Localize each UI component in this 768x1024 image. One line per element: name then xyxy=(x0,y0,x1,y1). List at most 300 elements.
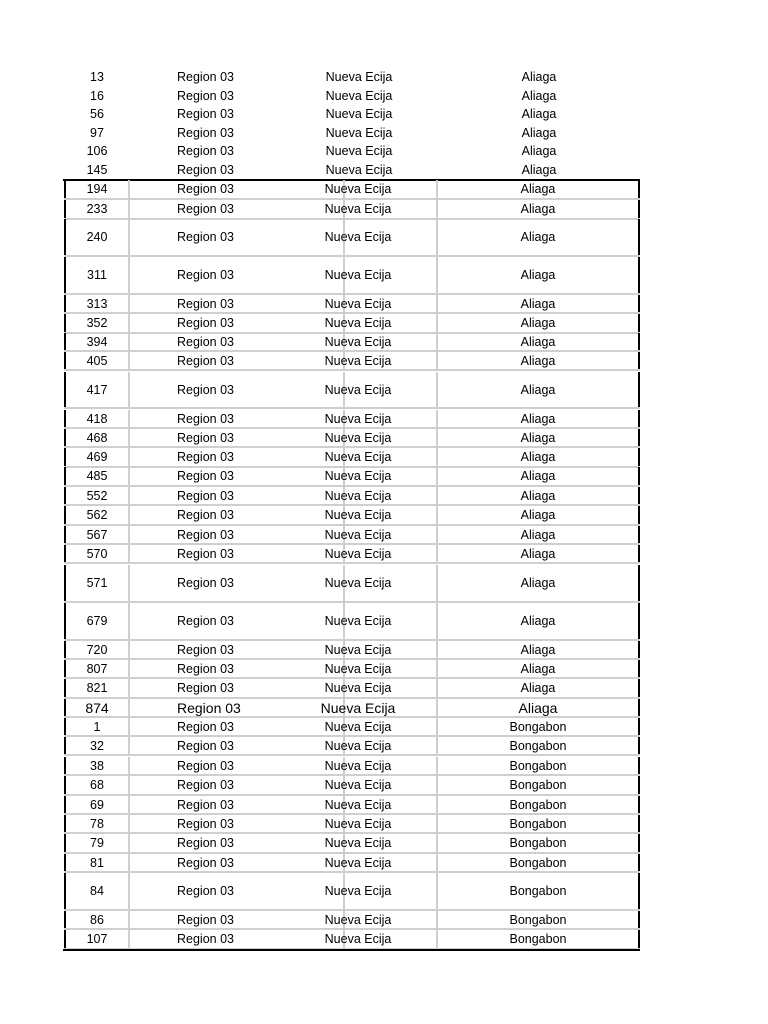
id-cell xyxy=(64,565,130,601)
id-cell xyxy=(64,660,130,677)
municipality-cell-text: Aliaga xyxy=(520,182,556,196)
region-cell-text: Region 03 xyxy=(177,797,234,812)
municipality-cell xyxy=(438,873,640,909)
id-cell-text: 97 xyxy=(90,125,104,140)
id-cell-text: 468 xyxy=(86,430,108,445)
province-cell-text: Nueva Ecija xyxy=(324,382,392,397)
province-cell xyxy=(280,930,438,948)
table-row xyxy=(64,776,640,796)
region-cell-text: Region 03 xyxy=(177,661,234,676)
province-cell-text: Nueva Ecija xyxy=(324,430,392,445)
municipality-cell-text: Bongabon xyxy=(509,855,567,870)
table-row xyxy=(64,930,640,950)
municipality-cell xyxy=(438,930,640,948)
province-cell xyxy=(280,67,438,86)
region-cell-text: Region 03 xyxy=(177,382,234,397)
municipality-cell-text: Bongabon xyxy=(509,738,567,753)
municipality-cell xyxy=(438,200,640,218)
id-cell-text: 469 xyxy=(86,450,108,464)
municipality-cell-text: Bongabon xyxy=(509,719,567,734)
municipality-cell-text: Aliaga xyxy=(520,430,556,445)
table-row xyxy=(64,295,640,314)
region-cell-text: Region 03 xyxy=(177,614,234,628)
province-cell xyxy=(280,603,438,639)
id-cell-text: 679 xyxy=(86,614,108,628)
province-cell-text: Nueva Ecija xyxy=(324,546,392,561)
region-cell-text: Region 03 xyxy=(177,353,234,368)
table-row xyxy=(64,911,640,930)
province-cell-text: Nueva Ecija xyxy=(324,316,392,330)
municipality-cell-text: Aliaga xyxy=(521,88,557,103)
municipality-cell-text: Aliaga xyxy=(520,681,556,695)
province-cell-text: Nueva Ecija xyxy=(324,576,392,590)
id-cell xyxy=(64,333,130,350)
municipality-cell xyxy=(438,776,640,794)
province-cell xyxy=(280,314,438,332)
municipality-cell xyxy=(438,699,640,716)
municipality-cell-text: Aliaga xyxy=(520,202,556,216)
province-cell-text: Nueva Ecija xyxy=(324,778,392,792)
municipality-cell-text: Aliaga xyxy=(520,334,556,349)
table-row xyxy=(64,603,640,641)
id-cell xyxy=(64,737,130,754)
region-cell-text: Region 03 xyxy=(177,681,234,695)
id-cell xyxy=(64,545,130,562)
municipality-cell xyxy=(438,429,640,446)
id-cell-text: 240 xyxy=(86,230,108,244)
municipality-cell-text: Aliaga xyxy=(520,450,556,464)
province-cell-text: Nueva Ecija xyxy=(324,230,392,244)
id-cell xyxy=(64,718,130,735)
region-cell-text: Region 03 xyxy=(177,182,234,196)
municipality-cell xyxy=(438,815,640,832)
municipality-cell xyxy=(438,506,640,524)
municipality-cell xyxy=(438,257,640,293)
id-cell xyxy=(64,776,130,794)
table-row xyxy=(64,757,640,776)
municipality-cell-text: Aliaga xyxy=(520,576,556,590)
table-row xyxy=(64,679,640,699)
province-cell xyxy=(280,257,438,293)
region-cell-text: Region 03 xyxy=(177,143,234,158)
province-cell-text: Nueva Ecija xyxy=(324,642,392,657)
province-cell xyxy=(280,641,438,658)
province-cell-text: Nueva Ecija xyxy=(324,296,392,311)
province-cell-text: Nueva Ecija xyxy=(324,508,392,522)
table-row xyxy=(64,718,640,737)
province-cell xyxy=(280,506,438,524)
id-cell xyxy=(64,834,130,852)
id-cell-text: 405 xyxy=(86,353,108,368)
province-cell-text: Nueva Ecija xyxy=(320,699,396,716)
region-cell-text: Region 03 xyxy=(177,884,234,898)
province-cell xyxy=(280,352,438,369)
municipality-cell-text: Aliaga xyxy=(520,230,556,244)
id-cell xyxy=(64,180,130,198)
province-cell-text: Nueva Ecija xyxy=(324,758,392,773)
municipality-cell-text: Aliaga xyxy=(520,268,556,282)
province-cell xyxy=(280,487,438,504)
id-cell-text: 32 xyxy=(90,738,104,753)
id-cell xyxy=(64,930,130,948)
municipality-cell xyxy=(438,679,640,697)
table-row xyxy=(64,641,640,660)
province-cell xyxy=(280,660,438,677)
table-row xyxy=(64,257,640,295)
region-cell-text: Region 03 xyxy=(177,316,234,330)
municipality-cell xyxy=(438,603,640,639)
province-cell-text: Nueva Ecija xyxy=(324,268,392,282)
table-row xyxy=(64,86,640,105)
municipality-cell-text: Aliaga xyxy=(520,316,556,330)
municipality-cell xyxy=(438,160,640,179)
region-cell-text: Region 03 xyxy=(177,411,234,426)
id-cell-text: 78 xyxy=(90,816,104,831)
table-row xyxy=(64,123,640,142)
province-cell-text: Nueva Ecija xyxy=(324,738,392,753)
municipality-cell xyxy=(438,911,640,928)
region-cell-text: Region 03 xyxy=(177,125,234,140)
table-row xyxy=(64,160,640,179)
id-cell xyxy=(64,487,130,504)
id-cell xyxy=(64,352,130,369)
province-cell xyxy=(280,333,438,350)
municipality-cell-text: Aliaga xyxy=(520,614,556,628)
id-cell-text: 81 xyxy=(90,855,104,870)
province-cell-text: Nueva Ecija xyxy=(324,469,392,483)
region-cell-text: Region 03 xyxy=(177,719,234,734)
municipality-cell xyxy=(438,86,640,105)
province-cell xyxy=(280,873,438,909)
table-row xyxy=(64,660,640,679)
province-cell xyxy=(280,448,438,466)
id-cell xyxy=(64,526,130,543)
municipality-cell-text: Bongabon xyxy=(509,797,567,812)
id-cell-text: 86 xyxy=(90,912,104,927)
municipality-cell-text: Aliaga xyxy=(520,296,556,311)
province-cell-text: Nueva Ecija xyxy=(324,527,392,542)
province-cell xyxy=(280,796,438,813)
municipality-cell-text: Aliaga xyxy=(520,546,556,561)
municipality-cell xyxy=(438,410,640,427)
region-cell-text: Region 03 xyxy=(177,230,234,244)
id-cell-text: 13 xyxy=(90,69,104,84)
region-cell-text: Region 03 xyxy=(177,546,234,561)
table-row xyxy=(64,180,640,200)
province-cell xyxy=(280,854,438,871)
province-cell xyxy=(280,410,438,427)
id-cell xyxy=(64,815,130,832)
id-cell xyxy=(64,679,130,697)
id-cell xyxy=(64,67,130,86)
id-cell-text: 69 xyxy=(90,797,104,812)
region-cell-text: Region 03 xyxy=(177,450,234,464)
id-cell-text: 311 xyxy=(87,268,107,282)
id-cell xyxy=(64,429,130,446)
table-row xyxy=(64,141,640,160)
municipality-cell-text: Bongabon xyxy=(509,816,567,831)
region-cell-text: Region 03 xyxy=(177,932,234,946)
municipality-cell-text: Aliaga xyxy=(520,508,556,522)
municipality-cell xyxy=(438,834,640,852)
region-cell-text: Region 03 xyxy=(177,469,234,483)
province-cell xyxy=(280,815,438,832)
province-cell-text: Nueva Ecija xyxy=(324,912,392,927)
municipality-cell xyxy=(438,796,640,813)
table-row xyxy=(64,372,640,409)
region-cell-text: Region 03 xyxy=(177,642,234,657)
municipality-cell xyxy=(438,295,640,312)
table-row xyxy=(64,565,640,603)
id-cell-text: 16 xyxy=(90,88,104,103)
table-row xyxy=(64,815,640,834)
id-cell-text: 106 xyxy=(86,143,108,158)
id-cell xyxy=(64,410,130,427)
municipality-cell-text: Aliaga xyxy=(520,527,556,542)
id-cell-text: 562 xyxy=(86,508,108,522)
id-cell xyxy=(64,104,130,123)
municipality-cell xyxy=(438,180,640,198)
province-cell xyxy=(280,679,438,697)
province-cell-text: Nueva Ecija xyxy=(324,884,392,898)
province-cell-text: Nueva Ecija xyxy=(324,614,392,628)
id-cell-text: 570 xyxy=(86,546,108,561)
table-row xyxy=(64,352,640,371)
id-cell xyxy=(64,123,130,142)
region-cell-text: Region 03 xyxy=(177,778,234,792)
id-cell-text: 84 xyxy=(90,884,104,898)
municipality-cell-text: Aliaga xyxy=(521,69,557,84)
id-cell xyxy=(64,699,130,716)
id-cell-text: 720 xyxy=(86,642,108,657)
province-cell xyxy=(280,86,438,105)
province-cell-text: Nueva Ecija xyxy=(325,162,393,177)
id-cell-text: 567 xyxy=(86,527,108,542)
municipality-cell xyxy=(438,141,640,160)
province-cell xyxy=(280,429,438,446)
province-cell-text: Nueva Ecija xyxy=(325,125,393,140)
region-cell-text: Region 03 xyxy=(177,106,234,121)
municipality-cell xyxy=(438,526,640,543)
id-cell xyxy=(64,448,130,466)
id-cell-text: 145 xyxy=(86,162,108,177)
id-cell xyxy=(64,295,130,312)
id-cell xyxy=(64,467,130,485)
municipality-cell xyxy=(438,352,640,369)
table-row xyxy=(64,873,640,911)
municipality-cell-text: Bongabon xyxy=(509,836,567,850)
region-cell-text: Region 03 xyxy=(177,855,234,870)
province-cell-text: Nueva Ecija xyxy=(324,816,392,831)
id-cell xyxy=(64,160,130,179)
province-cell-text: Nueva Ecija xyxy=(324,932,392,946)
table-row xyxy=(64,487,640,506)
municipality-cell xyxy=(438,467,640,485)
region-cell-text: Region 03 xyxy=(177,430,234,445)
region-cell-text: Region 03 xyxy=(177,527,234,542)
province-cell xyxy=(280,834,438,852)
municipality-cell xyxy=(438,67,640,86)
table-row xyxy=(64,699,640,718)
municipality-cell xyxy=(438,314,640,332)
municipality-cell-text: Bongabon xyxy=(509,932,567,946)
table-row xyxy=(64,834,640,854)
table-row xyxy=(64,67,640,86)
province-cell xyxy=(280,141,438,160)
municipality-cell-text: Aliaga xyxy=(521,162,557,177)
id-cell xyxy=(64,219,130,255)
id-cell-text: 107 xyxy=(86,932,108,946)
province-cell xyxy=(280,565,438,601)
province-cell xyxy=(280,180,438,198)
region-cell-text: Region 03 xyxy=(177,334,234,349)
id-cell-text: 807 xyxy=(86,661,108,676)
municipality-cell xyxy=(438,545,640,562)
municipality-cell-text: Bongabon xyxy=(509,758,567,773)
province-cell-text: Nueva Ecija xyxy=(324,797,392,812)
id-cell xyxy=(64,257,130,293)
municipality-cell xyxy=(438,757,640,774)
id-cell-text: 352 xyxy=(86,316,108,330)
municipality-cell-text: Aliaga xyxy=(520,642,556,657)
table-row xyxy=(64,314,640,334)
province-cell-text: Nueva Ecija xyxy=(324,334,392,349)
region-cell-text: Region 03 xyxy=(177,508,234,522)
province-cell xyxy=(280,200,438,218)
province-cell-text: Nueva Ecija xyxy=(324,353,392,368)
id-cell-text: 79 xyxy=(90,836,104,850)
id-cell xyxy=(64,873,130,909)
id-cell xyxy=(64,854,130,871)
id-cell xyxy=(64,911,130,928)
municipality-cell-text: Aliaga xyxy=(520,411,556,426)
id-cell xyxy=(64,86,130,105)
municipality-cell xyxy=(438,565,640,601)
region-cell-text: Region 03 xyxy=(177,268,234,282)
province-cell-text: Nueva Ecija xyxy=(324,661,392,676)
province-cell xyxy=(280,295,438,312)
id-cell xyxy=(64,603,130,639)
municipality-cell-text: Aliaga xyxy=(520,469,556,483)
id-cell-text: 485 xyxy=(86,469,108,483)
province-cell xyxy=(280,123,438,142)
id-cell-text: 68 xyxy=(90,778,104,792)
id-cell-text: 418 xyxy=(86,411,108,426)
province-cell xyxy=(280,104,438,123)
id-cell-text: 821 xyxy=(86,681,108,695)
municipality-cell xyxy=(438,854,640,871)
province-cell-text: Nueva Ecija xyxy=(324,202,392,216)
id-cell-text: 571 xyxy=(86,576,108,590)
province-cell-text: Nueva Ecija xyxy=(324,836,392,850)
province-cell xyxy=(280,526,438,543)
id-cell xyxy=(64,372,130,407)
municipality-cell-text: Bongabon xyxy=(509,778,567,792)
province-cell xyxy=(280,160,438,179)
municipality-cell-text: Aliaga xyxy=(520,488,556,503)
table-row xyxy=(64,526,640,545)
id-cell xyxy=(64,796,130,813)
municipality-cell-text: Aliaga xyxy=(520,661,556,676)
municipality-cell xyxy=(438,448,640,466)
municipality-cell-text: Aliaga xyxy=(521,125,557,140)
municipality-cell xyxy=(438,718,640,735)
province-cell-text: Nueva Ecija xyxy=(324,488,392,503)
region-cell-text: Region 03 xyxy=(177,576,234,590)
table-row xyxy=(64,200,640,220)
region-cell-text: Region 03 xyxy=(177,296,234,311)
id-cell-text: 417 xyxy=(86,382,108,397)
municipality-cell xyxy=(438,333,640,350)
province-cell xyxy=(280,911,438,928)
region-cell-text: Region 03 xyxy=(177,202,234,216)
municipality-cell xyxy=(438,372,640,407)
province-cell xyxy=(280,545,438,562)
province-cell xyxy=(280,757,438,774)
region-cell-text: Region 03 xyxy=(177,758,234,773)
municipality-cell xyxy=(438,641,640,658)
region-cell-text: Region 03 xyxy=(177,699,241,716)
municipality-cell-text: Aliaga xyxy=(518,699,558,716)
municipality-cell xyxy=(438,737,640,754)
id-cell-text: 552 xyxy=(86,488,108,503)
region-cell-text: Region 03 xyxy=(177,488,234,503)
table-row xyxy=(64,545,640,564)
region-cell-text: Region 03 xyxy=(177,816,234,831)
id-cell xyxy=(64,314,130,332)
id-cell-text: 313 xyxy=(86,296,108,311)
id-cell-text: 1 xyxy=(93,719,101,734)
table-row xyxy=(64,737,640,756)
table-row xyxy=(64,448,640,468)
province-cell-text: Nueva Ecija xyxy=(324,719,392,734)
province-cell-text: Nueva Ecija xyxy=(324,855,392,870)
municipality-cell xyxy=(438,219,640,255)
municipality-cell xyxy=(438,123,640,142)
id-cell xyxy=(64,506,130,524)
municipality-cell xyxy=(438,487,640,504)
municipality-cell xyxy=(438,660,640,677)
id-cell-text: 233 xyxy=(86,202,108,216)
province-cell xyxy=(280,219,438,255)
municipality-cell-text: Bongabon xyxy=(509,884,567,898)
id-cell-text: 38 xyxy=(90,758,104,773)
region-cell-text: Region 03 xyxy=(177,912,234,927)
table-row xyxy=(64,467,640,487)
region-cell-text: Region 03 xyxy=(177,69,234,84)
id-cell xyxy=(64,757,130,774)
province-cell xyxy=(280,372,438,407)
table-frame-bottom xyxy=(63,949,640,951)
province-cell xyxy=(280,699,438,716)
province-cell-text: Nueva Ecija xyxy=(324,182,392,196)
province-cell-text: Nueva Ecija xyxy=(325,69,393,84)
id-cell-text: 56 xyxy=(90,106,104,121)
region-cell-text: Region 03 xyxy=(177,836,234,850)
region-cell-text: Region 03 xyxy=(177,88,234,103)
province-cell xyxy=(280,718,438,735)
table-row xyxy=(64,333,640,352)
municipality-cell-text: Bongabon xyxy=(509,912,567,927)
municipality-cell-text: Aliaga xyxy=(520,353,556,368)
province-cell-text: Nueva Ecija xyxy=(324,450,392,464)
id-cell xyxy=(64,141,130,160)
table-row xyxy=(64,410,640,429)
province-cell xyxy=(280,776,438,794)
municipality-cell-text: Aliaga xyxy=(520,382,556,397)
table-row xyxy=(64,219,640,257)
province-cell xyxy=(280,467,438,485)
